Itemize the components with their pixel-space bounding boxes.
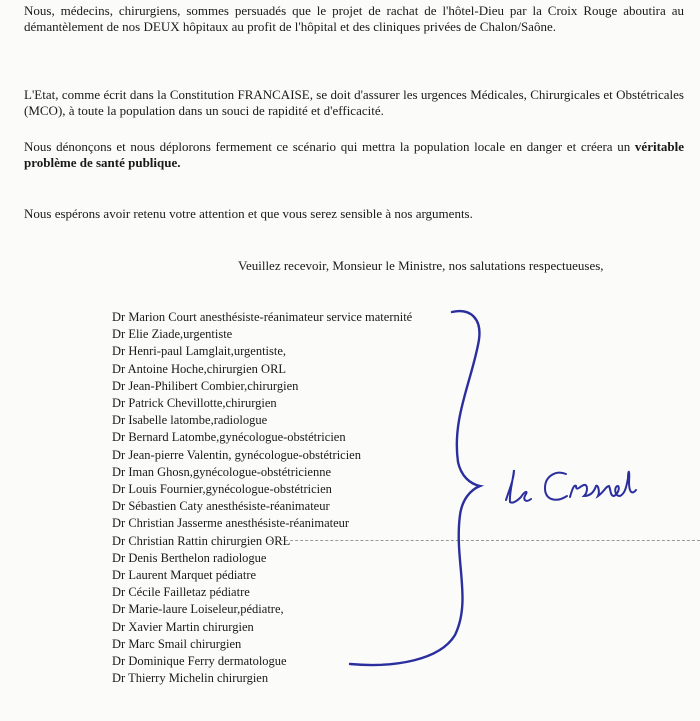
- paragraph-3-emphasis: véritable problème de santé publique.: [24, 139, 685, 170]
- signatory-item: Dr Marie-laure Loiseleur,pédiatre,: [112, 602, 284, 617]
- signatory-item: Dr Marion Court anesthésiste-réanimateur service maternité: [112, 310, 413, 324]
- signatory-item: Dr Antoine Hoche,chirurgien ORL: [112, 361, 287, 376]
- signatory-item: Dr Elie Ziade,urgentiste: [112, 327, 233, 342]
- signatory-item: Dr Christian Rattin chirurgien ORL: [112, 533, 291, 548]
- signatory-item: Dr Xavier Martin chirurgien: [112, 619, 254, 634]
- signatory-item: Dr Christian Jasserme anesthésiste-réanimateur: [112, 516, 350, 531]
- paragraph-3: [24, 139, 684, 171]
- signatory-item: Dr Jean-pierre Valentin, gynécologue-obstétricien: [112, 447, 361, 462]
- paragraph-2: L'Etat, comme écrit dans la Constitution FRANCAISE, se doit d'assurer les urgences Médicales, Chirurgicales et Obstétricales (MCO), à toute la population dans un souci de rapidité et d'efficacité.: [24, 87, 684, 118]
- signatory-item: Dr Denis Berthelon radiologue: [112, 550, 267, 565]
- signatory-item: Dr Iman Ghosn,gynécologue-obstétricienne: [112, 464, 332, 479]
- signatory-item: Dr Bernard Latombe,gynécologue-obstétricien: [112, 430, 346, 445]
- paragraph-3-text: Nous dénonçons et nous déplorons fermement ce scénario qui mettra la population locale en danger et créera un: [24, 139, 631, 154]
- closing-salutation: Veuillez recevoir, Monsieur le Ministre, nos salutations respectueuses,: [238, 258, 604, 273]
- signatory-item: Dr Dominique Ferry dermatologue: [112, 654, 287, 669]
- signatory-item: Dr Cécile Failletaz pédiatre: [112, 585, 250, 600]
- paragraph-4: Nous espérons avoir retenu votre attention et que vous serez sensible à nos arguments.: [24, 206, 473, 221]
- signatory-item: Dr Patrick Chevillotte,chirurgien: [112, 396, 277, 411]
- paragraph-1: Nous, médecins, chirurgiens, sommes persuadés que le projet de rachat de l'hôtel-Dieu par la Croix Rouge aboutira au démantèlement de nos DEUX hôpitaux au profit de l'hôpital et des cliniques privées de Chalon/Saône.: [24, 3, 684, 34]
- scan-artifact-line: [270, 540, 700, 541]
- signatory-item: Dr Marc Smail chirurgien: [112, 636, 242, 651]
- signatory-item: Dr Thierry Michelin chirurgien: [112, 671, 269, 686]
- signatory-item: Dr Isabelle latombe,radiologue: [112, 413, 268, 428]
- signatory-item: Dr Henri-paul Lamglait,urgentiste,: [112, 344, 287, 359]
- signatory-item: Dr Louis Fournier,gynécologue-obstétricien: [112, 482, 332, 497]
- signatory-item: Dr Sébastien Caty anesthésiste-réanimateur: [112, 499, 330, 514]
- signatory-list: [112, 309, 412, 687]
- signatory-item: Dr Laurent Marquet pédiatre: [112, 568, 257, 583]
- signatory-item: Dr Jean-Philibert Combier,chirurgien: [112, 378, 299, 393]
